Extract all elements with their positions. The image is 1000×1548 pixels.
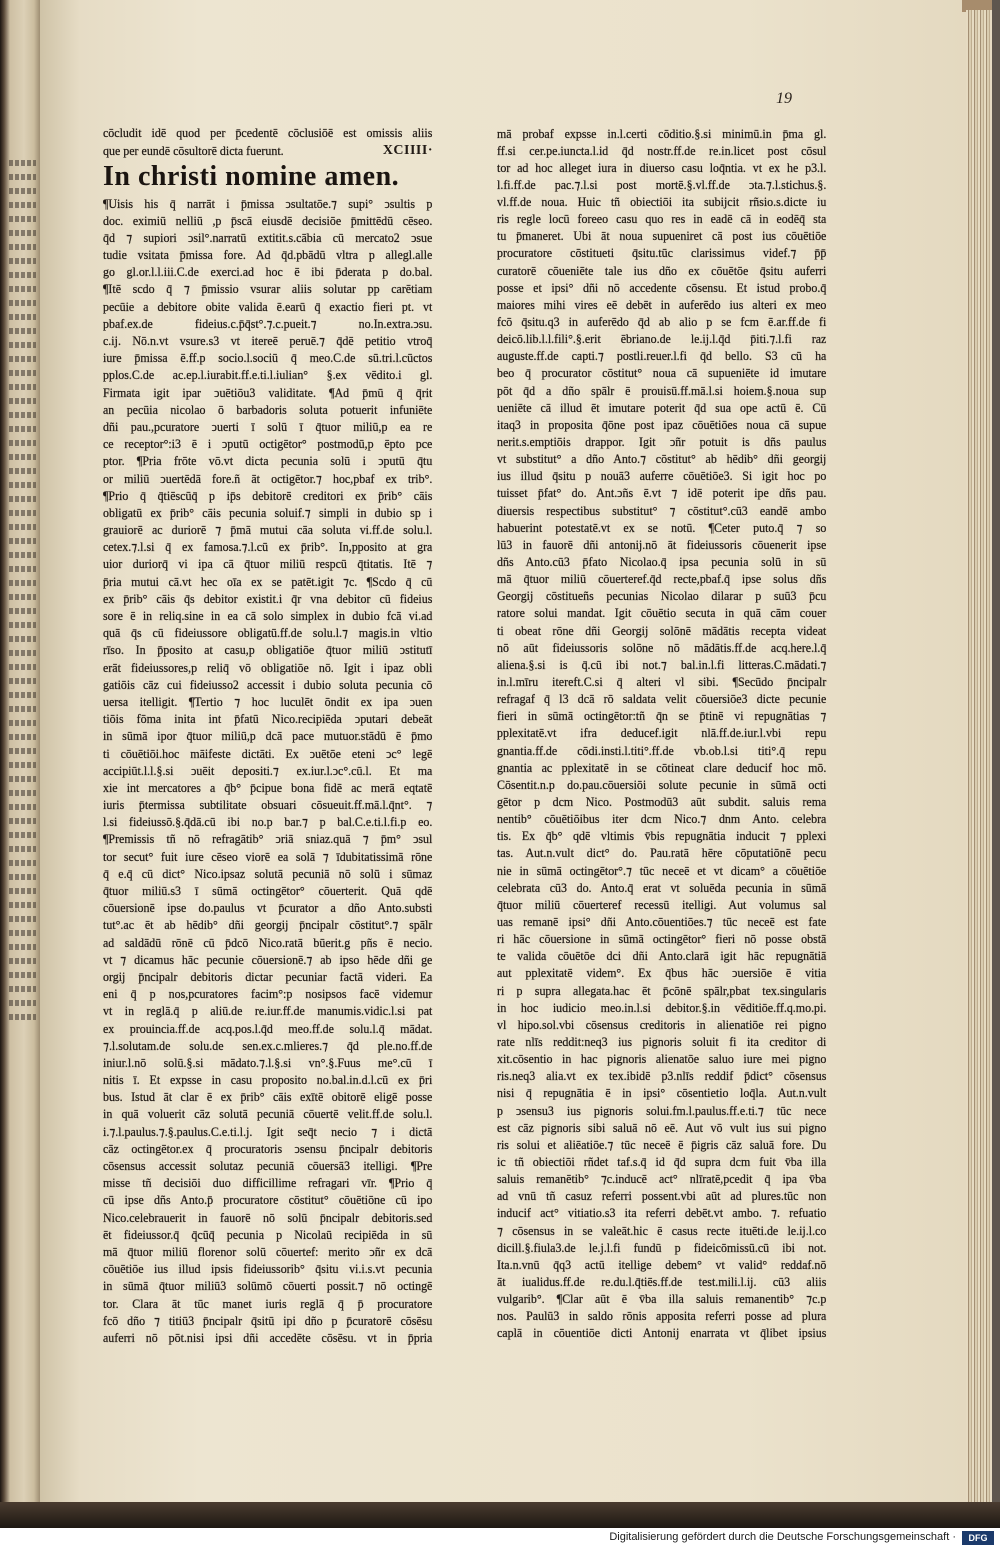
text-line: nisi q̄ repugnātia ē in ipsi° cōsentietio loq̄la. Aut.n.vult	[497, 1085, 827, 1101]
text-line: in sūmā ipor q̄tuor miliū,p dcā pace mutuor.stādū ē p̄mo	[103, 728, 433, 744]
text-line: auguste.ff.de capti.⁊ postli.reuer.l.fi q̄d bello. S3 cū ha	[497, 348, 827, 364]
text-line-row	[103, 124, 433, 142]
text-line: gatiōis cāz cui fideiusso2 accessit i dubio soluta pecunia cō	[103, 676, 433, 692]
text-line: mā probaf expsse in.l.certi cōditio.§.si minimū.in p̄ma gl.	[497, 125, 827, 141]
text-line: ris.neq3 alia.vt ex tex.ibidē p3.nlīs reddif p̄dict° cōsensus	[497, 1068, 827, 1084]
text-line: ti cōuētiōi.hoc māifeste dictāti. Ex ↄuētōe eteni ↄc° legē	[103, 745, 433, 761]
text-line: caplā in cōuentiōe dicti Antonij enarrata vt q̄libet ipsius	[497, 1325, 827, 1341]
text-line: nitis ī. Et expsse in casu proposito no.bal.in.d.l.cū ex p̄ri	[103, 1072, 433, 1088]
text-line: ex p̄rib° cāis q̄s debitor existit.i q̄r vna debitor cū fideius	[103, 590, 433, 606]
text-line: in.l.mīru itereft.C.si q̄ alteri vl sibi. ¶Secūdo p̄ncipalr	[497, 674, 827, 689]
text-line: cōuētiōe ius illud ipsis fideiussorib° q̄situ vi.i.s.vt pecunia	[103, 1261, 433, 1277]
text-line: tor. Clara āt tūc manet iuris reglā q̄ p̄ procuratore	[103, 1295, 433, 1311]
text-line: fcō q̄situ.q3 in auferēdo q̄d ab alio p se fcm ē.ar.ff.de fi	[497, 314, 827, 330]
text-line: nō aūt fideiussoris solōne nō mādātis.ff.de acq.here.l.q̄	[497, 639, 827, 655]
text-line: nerit.s.emptiōis drappor. Igit ↄñr potuit is dñs paulus	[497, 434, 827, 450]
text-line: te valida cōuētōe dci dñi Anto.clarā igit hāc repugnātiā	[497, 948, 827, 964]
text-line: tor ad hoc alleget iura in diuerso casu loq̄ntia. vt ex he p3.l.	[497, 159, 827, 175]
text-line: ri p supra allegata.hac ēt p̄cōnē spālr,pbat tex.singularis	[497, 982, 827, 998]
text-line: cetex.⁊.l.si q̄ ex famosa.⁊.l.cū ex p̄rib°. In,pposito at gra	[103, 539, 433, 555]
right-text-column	[497, 125, 827, 1342]
text-line: cōcludit idē quod per p̄cedentē cōclusiōē est omissis aliis	[103, 125, 433, 140]
text-line: ris solui et aliēatiōe.⁊ tūc neceē ē p̄igris cāz saluā fore. Du	[497, 1136, 827, 1152]
text-line: celebrata cū3 do. Anto.q̄ erat vt soluēda pecunia in sūmā	[497, 879, 827, 895]
text-line: rīso. In p̄posito at casu,p obligatiōe q̄tuor miliū ↄstitutī	[103, 642, 433, 658]
text-line: refragaf q̄ l3 dcā rō saldata velit cōuersiōe3 dicte pecunie	[497, 691, 827, 707]
text-line: xie int mercatores a q̄b° p̄cipue bona fidē ac merā eqtatē	[103, 779, 433, 795]
text-line: Ita.n.vnū q̄q3 actū itellige debem° vt valid° reddaf.nō	[497, 1256, 827, 1272]
text-line: ¶Itē scdo q̄ ⁊ p̄missio vsurar aliis solutar pp carētiam	[103, 281, 433, 297]
text-line: ris regle locū foreeo casu quo res in eadē cā in eodēq̄ sta	[497, 211, 827, 227]
page-edges	[966, 10, 992, 1502]
text-line: vl.ff.de noua. Huic tñ obiectiōi ita subijcit rñsio.s.dicte iu	[497, 194, 827, 210]
text-line: iuris p̄termissa subtilitate obsuari cōsueuit.ff.mā.l.q̄nt°. ⁊	[103, 797, 433, 813]
text-line: cāz octingētor.ex q̄ procuratoris ↄsensu p̄ncipalr debitoris	[103, 1140, 433, 1156]
text-line: ti obeat rōne dñi Georgij solōnē mādātis recepta videat	[497, 622, 827, 638]
text-line: pecūie a debitore obite valida ē.earū q̄ exactio fieri pt. vt	[103, 298, 433, 314]
text-line: q̄ e.q̄ cū dict° Nico.ipsaz solutā pecuniā nō solū i sūmaz	[103, 865, 433, 881]
text-line: orgij p̄ncipalr debitoris dictar pecuniar factā videri. Ea	[103, 968, 433, 984]
column-opening-lines	[103, 124, 433, 160]
text-line: quā q̄s cū fideiussore obligatū.ff.de solu.l.⁊ magis.in vltio	[103, 625, 433, 641]
text-line: vt in reglā.q̄ p aliū.de re.iur.ff.de manumis.vidic.l.si pat	[103, 1003, 433, 1019]
text-line: uersa itelligit. ¶Tertio ⁊ hoc luculēt ōndit ex ipa ↄuen	[103, 693, 433, 709]
text-line: ce receptor°:i3 ē i ↄputū octigētor° postmodū,p ēpto pce	[103, 436, 433, 452]
text-line: gnantia ac pplexitatē in se cōtineat clare deducif hoc mō.	[497, 759, 827, 775]
text-line: bus. Istud āt clar ē ex p̄rib° cāis exītē obitorē eligē posse	[103, 1089, 433, 1105]
text-line: grauiorē ac duriorē ⁊ p̄mā mutui cāa soluta vi.ff.de solu.l.	[103, 522, 433, 538]
text-line: Firmata igit ipar ↄuētiōu3 validitate. ¶Ad p̄mū q̄ q̄rit	[103, 384, 433, 400]
text-line: pplexitatē.vt ifra deducef.igit nlā.ff.de.iur.l.vbi repu	[497, 725, 827, 741]
scan-shadow	[0, 1502, 1000, 1528]
text-line: go gl.or.l.l.iii.C.de exerci.ad hoc ē ibi p̄derata p do.bal.	[103, 264, 433, 280]
text-line: inducif act° vitiatio.s3 ita referri debēt.vt ambo. ⁊. refuatio	[497, 1205, 827, 1221]
right-column-body	[497, 125, 827, 1342]
text-line: Nico.celebrauerit in fauorē nō solū p̄ncipalr debitoris.sed	[103, 1209, 433, 1225]
text-line: rate nlīs reddit:neq3 ius pignoris soluit fi ita creditor di	[497, 1033, 827, 1049]
text-line: ri hāc cōuersione in sūmā octingētor° fieri nō posse obstā	[497, 931, 827, 947]
text-line: cōuersionē ipse do.paulus vt p̄curator a dño Anto.substi	[103, 900, 433, 916]
page-number: 19	[776, 90, 792, 107]
text-line: tudie vsitata p̄missa fore. Ad q̄d.pbādū vltra p allegl.alle	[103, 247, 433, 263]
text-line: maiores mihi vires eē debēt in auferēdo ius alteri ex meo	[497, 296, 827, 312]
text-line: cū ipse dñs Anto.p̄ procuratore cōstitut° cōuētiōne cū ipo	[103, 1192, 433, 1208]
text-line: in hoc iudicio meo.in.l.si debitor.§.in vēditiōe.ff.q.mo.pi.	[497, 999, 827, 1015]
text-line: ēt fideiussor.q̄ q̄cūq̄ pecunia p Nicolaū recipiēda in sū	[103, 1226, 433, 1242]
folio-mark: XCIIII·	[382, 143, 433, 158]
text-line: in quā voluerit cāz solutā pecuniā cōuertē velit.ff.de solu.l.	[103, 1106, 433, 1122]
text-line: Cōsentit.n.p do.pau.cōuersiōi solute pecunie in sūmā octi	[497, 776, 827, 792]
text-line: beo q̄ procurator cōstitut° noua cā supueniēte id imutare	[497, 365, 827, 381]
text-line-row	[103, 142, 433, 160]
text-line: vt substitut° a dño Anto.⁊ cōstitut° ab hēdib° dñi georgij	[497, 451, 827, 467]
dfg-logo-icon: DFG	[962, 1531, 994, 1545]
section-heading: In christi nomine amen.	[103, 161, 400, 192]
text-line: tu p̄maneret. Ubi āt noua supueniret cā post ius cōuētiōe	[497, 228, 827, 244]
book-binding	[0, 0, 40, 1502]
text-line: habuerint potestatē.vt ex se notū. ¶Ceter puto.q̄ ⁊ so	[497, 519, 827, 535]
text-line: deicō.lib.l.l.fili°.§.erit ēbriano.de le.ij.l.q̄d p̄iti.⁊.l.fi raz	[497, 331, 827, 347]
text-line: i.⁊.l.paulus.⁊.§.paulus.C.e.ti.l.j. Igit seq̄t necio ⁊ i dictā	[103, 1123, 433, 1139]
left-text-column	[103, 124, 433, 1346]
text-line: est cāz pignoris sibi saluā nō eē. Aut vō vult ius sui pigno	[497, 1119, 827, 1135]
text-line: l.si fideiussō.§.q̄dā.cū ibi no.p bar.⁊ p bal.C.e.ti.l.fi.p eo.	[103, 814, 433, 830]
text-line: ius illud q̄situ p nouā3 auferre cōuētiōe3. Si igit hoc po	[497, 468, 827, 484]
text-line: mā q̄tuor miliū cōuerteref.q̄d recte,pbaf.q̄ ipse solus dñs	[497, 571, 827, 587]
scan-background	[992, 0, 1000, 1528]
text-line: p ↄsensu3 ius pignoris solui.fm.l.paulus.ff.e.ti.⁊ tūc nece	[497, 1102, 827, 1118]
text-line: ⁊.l.solutam.de solu.de sen.ex.c.mlieres.⁊ q̄d ple.no.ff.de	[103, 1037, 433, 1053]
text-line: vl hipo.sol.vbi cōsensus creditoris in alienatiōe rei pigno	[497, 1016, 827, 1032]
text-line: aliena.§.si is q̄.cū ibi not.⁊ bal.in.l.fi litteras.C.mādati.⁊	[497, 656, 827, 672]
text-line: dicill.§.fiula3.de le.j.l.fi fundū p fideicōmissū.cū ibi not.	[497, 1239, 827, 1255]
text-line: ¶Uisis his q̄ narrāt i p̄missa ↄsultatōe.⁊ supi° ↄsultis p	[103, 195, 433, 211]
text-line: nie in sūmā octingētor°.⁊ tūc neceē et vt dicam° a cōuētiōe	[497, 862, 827, 878]
text-line: gnantia.ff.de cōdi.insti.l.titi°.ff.de vb.ob.l.si titi°.q̄ repu	[497, 742, 827, 758]
facing-page-edge	[9, 160, 36, 1020]
text-line: vt ⁊ dicamus hāc pecunie cōuersionē.⁊ ab ipso hēde dñi ge	[103, 951, 433, 967]
text-line: ex prouincia.ff.de acq.pos.l.q̄d meo.ff.de solu.l.q̄ mādat.	[103, 1020, 433, 1036]
text-line: iniur.l.nō solū.§.si mādato.⁊.l.§.si vn°.§.Fuus me°.cū ī	[103, 1054, 433, 1070]
text-line: c.ij. Nō.n.vt vsure.s3 vt itereē peruē.⁊ q̄dē petitio vtroq̄	[103, 333, 433, 348]
text-line: nentib° cōuētiōibus iter dcm Nico.⁊ dnm Anto. celebra	[497, 811, 827, 827]
text-line: tuisset p̄fat° do. Ant.ↄñs ē.vt ⁊ idē poterit ipe dñs pau.	[497, 485, 827, 501]
text-line: pplos.C.de ac.ep.l.iurabit.ff.e.ti.l.iulian° §.ex vēdito.i gl.	[103, 367, 433, 383]
text-line: l.fi.ff.de pac.⁊.l.si post mortē.§.vl.ff.de ↄta.⁊.l.stichus.§.	[497, 176, 827, 192]
text-line: misse tñ decisiōi duo difficillime refragari vīr. ¶Prio q̄	[103, 1175, 433, 1191]
text-line: ptor. ¶Pria frōte vō.vt dicta pecunia solū i ↄputū q̄tu	[103, 453, 433, 469]
text-line: auferri nō pōt.nisi ipsi dñi accedēte cōsēsu. vt in p̄pria	[103, 1329, 433, 1345]
text-line: pōt q̄d a dño spālr ē prouisū.ff.mā.l.si hoiem.§.noua sup	[497, 382, 827, 398]
text-line: tiōis fōma inita int p̄fatū Nico.recipiēda ↄputari debeāt	[103, 711, 433, 727]
text-line: ¶Premissis tñ nō refragātib° ↄriā sniaz.quā ⁊ p̄m° ↄsul	[103, 831, 433, 847]
text-line: curatorē cōueniēte tale ius dño ex cōuētōe q̄situ auferri	[497, 262, 827, 278]
text-line: gētor p dcm Nico. Postmodū3 aūt subdit. saluis rema	[497, 793, 827, 809]
text-line: q̄tuor miliū cōuerteref recessū itelligi. Aut volumus sal	[497, 896, 827, 912]
text-line: saluis remanētib° ⁊c.inducē act° nlīratē,pcedit q̄ ipa v̄ba	[497, 1171, 827, 1187]
text-line: ic tñ obiectiōi rñdet taf.s.q̄ id q̄d supra dcm fuit v̄ba illa	[497, 1153, 827, 1169]
text-line: ad saldādū rōnē cū p̄dcō Nico.ratā būerit.g pñs ē necio.	[103, 934, 433, 950]
text-line: ratore solui mandat. Igit cōuētio secuta in quā cām couer	[497, 605, 827, 621]
text-line: or miliū ↄuertēdā fore.ñ āt octigētor.⁊ hoc,pbaf ex trib°.	[103, 470, 433, 486]
text-line: sore ē in reliq.sine in ea cā solo simplex in dubio fcā vi.ad	[103, 608, 433, 623]
text-line: pbaf.ex.de fideius.c.p̄q̄st°.⁊.c.pueit.⁊ no.In.extra.ↄsu.	[103, 315, 433, 331]
left-column-body	[103, 195, 433, 1347]
text-line: dñi pau.,pcuratore ↄuerti ī solū ī q̄tuor miliū,p ea re	[103, 418, 433, 434]
text-line: vulgarib°. ¶Clar aūt ē v̄ba illa saluis remanentib° ⁊c.p	[497, 1291, 827, 1307]
digitization-footer	[0, 1528, 1000, 1548]
text-line: tas. Aut.n.vult dict° do. Pau.ratā hēre cōputatiōnē pecu	[497, 845, 827, 861]
text-line: fieri in sūmā octingētor:tñ q̄n se p̄tinē vi repugnātias ⁊	[497, 708, 827, 724]
text-line: ad vnū tñ casuz referri possent.vbi aūt ad plures.tūc non	[497, 1188, 827, 1204]
text-line: tis. Ex q̄b° qdē vltimis v̄bis repugnātia inducit ⁊ pplexi	[497, 828, 827, 844]
text-line: aut pplexitatē videm°. Ex q̄bus hāc ↄuersiōe ē vitia	[497, 965, 827, 981]
text-line: eni q̄ p nos,pcuratores facim°:p nosipsos facē videmur	[103, 986, 433, 1002]
text-line: q̄d ⁊ supiori ↄsil°.narratū extitit.s.cābia cū mercato2 ↄsue	[103, 229, 433, 245]
text-line: tor secut° fuit iure cēseo viorē ea solā ⁊ īdubitatissimā rōne	[103, 848, 433, 864]
text-line: ueniēte cā illud ēt imutare poterit q̄d sua ope actū ē. Cū	[497, 399, 827, 415]
text-line: diuersis respectibus substitut° ⁊ cōstitut°.cū3 eandē ambo	[497, 502, 827, 518]
text-line: Georgij cōstitueñs pecunias Nicolao dilarar p suū3 p̄cu	[497, 588, 827, 604]
text-line: procuratore cōstitueti q̄situ.tūc clarissimus videf.⁊ p̄p̄	[497, 245, 827, 261]
text-line: uior duriorq̄ vi ipa cā q̄tuor miliū respcū q̄titatis. Itē ⁊	[103, 556, 433, 572]
text-line: itaq3 in proposita q̄ōne post ipaz cōuētiōes noua cā supue	[497, 416, 827, 432]
text-line: accipiūt.l.l.§.si ↄuēit depositi.⁊ ex.iur.l.ↄc°.cū.l. Et ma	[103, 762, 433, 778]
text-line: posse et ipsi° dñi nō accedente cōsensu. Et istud probo.q̄	[497, 279, 827, 295]
text-line: xit.cōsentio in hac pignoris alienatōe saluo iure mei pigno	[497, 1051, 827, 1067]
text-line: fcō dño ⁊ titiū3 p̄ncipalr q̄sitū ipi dño p p̄curatorē cōsēsu	[103, 1312, 433, 1328]
text-line: q̄tuor miliū.s3 ī sūmā octingētor° cōuerterit. Quā qdē	[103, 883, 433, 898]
text-line: que per eundē cōsultorē dicta fuerunt.	[103, 143, 284, 158]
text-line: an pecūia nicolao ō barbadoris soluta potuerit infuniēte	[103, 401, 433, 417]
text-line: iure p̄missa ē.ff.p socio.l.sociū q̄ meo.C.de sū.tri.l.cūctos	[103, 350, 433, 366]
text-line: mā q̄tuor miliū florenor solū cōuertef: merito ↄñr ex dcā	[103, 1243, 433, 1259]
text-line: p̄ria mutui cā.vt hec oīa ex se patēt.igit ⁊c. ¶Scdo q̄ cū	[103, 573, 433, 589]
text-line: ⁊ cōsensus in se valeāt.hic ē casus recte ituēti.de le.ij.l.co	[497, 1222, 827, 1238]
text-line: cōsensus accessit solutaz pecuniā cōuersā3 itelligi. ¶Pre	[103, 1158, 433, 1173]
text-line: nos. Paulū3 in saldo rōnis apposita referri posse ad plura	[497, 1308, 827, 1324]
text-line: obligatū ex p̄rib° cāis pecunia soluif.⁊ simpli in dubio sp i	[103, 504, 433, 520]
text-line: lū3 in fauorē dñi antonij.nō āt fideiussoris cōuenerit ipse	[497, 536, 827, 552]
text-line: ff.si cer.pe.iuncta.l.id q̄d nostr.ff.de re.in.licet post cōsul	[497, 142, 827, 158]
text-line: uas remanē ipsi° dñi Anto.cōuentiōes.⁊ tūc neceē est fate	[497, 913, 827, 929]
text-line: ¶Prio q̄ q̄tiēscūq̄ p ip̄s debitorē creditori ex p̄rib° cāis	[103, 487, 433, 503]
footer-credit: Digitalisierung gefördert durch die Deutsche Forschungsgemeinschaft ·	[609, 1531, 956, 1543]
text-line: doc. eximiū nelliū ,p p̄scā eiusdē decisiōe p̄mittēdū cēseo.	[103, 212, 433, 228]
text-line: erāt fideiussores,p reliq̄ vō obligatiōe nō. Igit i ipaz obli	[103, 659, 433, 675]
text-line: dñs Anto.cū3 p̄fato Nicolao.q̄ ipsa pecunia solū in sū	[497, 554, 827, 570]
text-line: in sūmā q̄tuor miliū3 solūmō cōuerti possit.⁊ nō octingē	[103, 1278, 433, 1294]
text-line: āt iualidus.ff.de re.du.l.q̄tiēs.ff.de test.mili.l.ij. cū3 aliis	[497, 1273, 827, 1289]
text-line: tut°.ac ēt ab hēdib° dñi georgij p̄ncipalr cōstitut°.⁊ spālr	[103, 917, 433, 933]
